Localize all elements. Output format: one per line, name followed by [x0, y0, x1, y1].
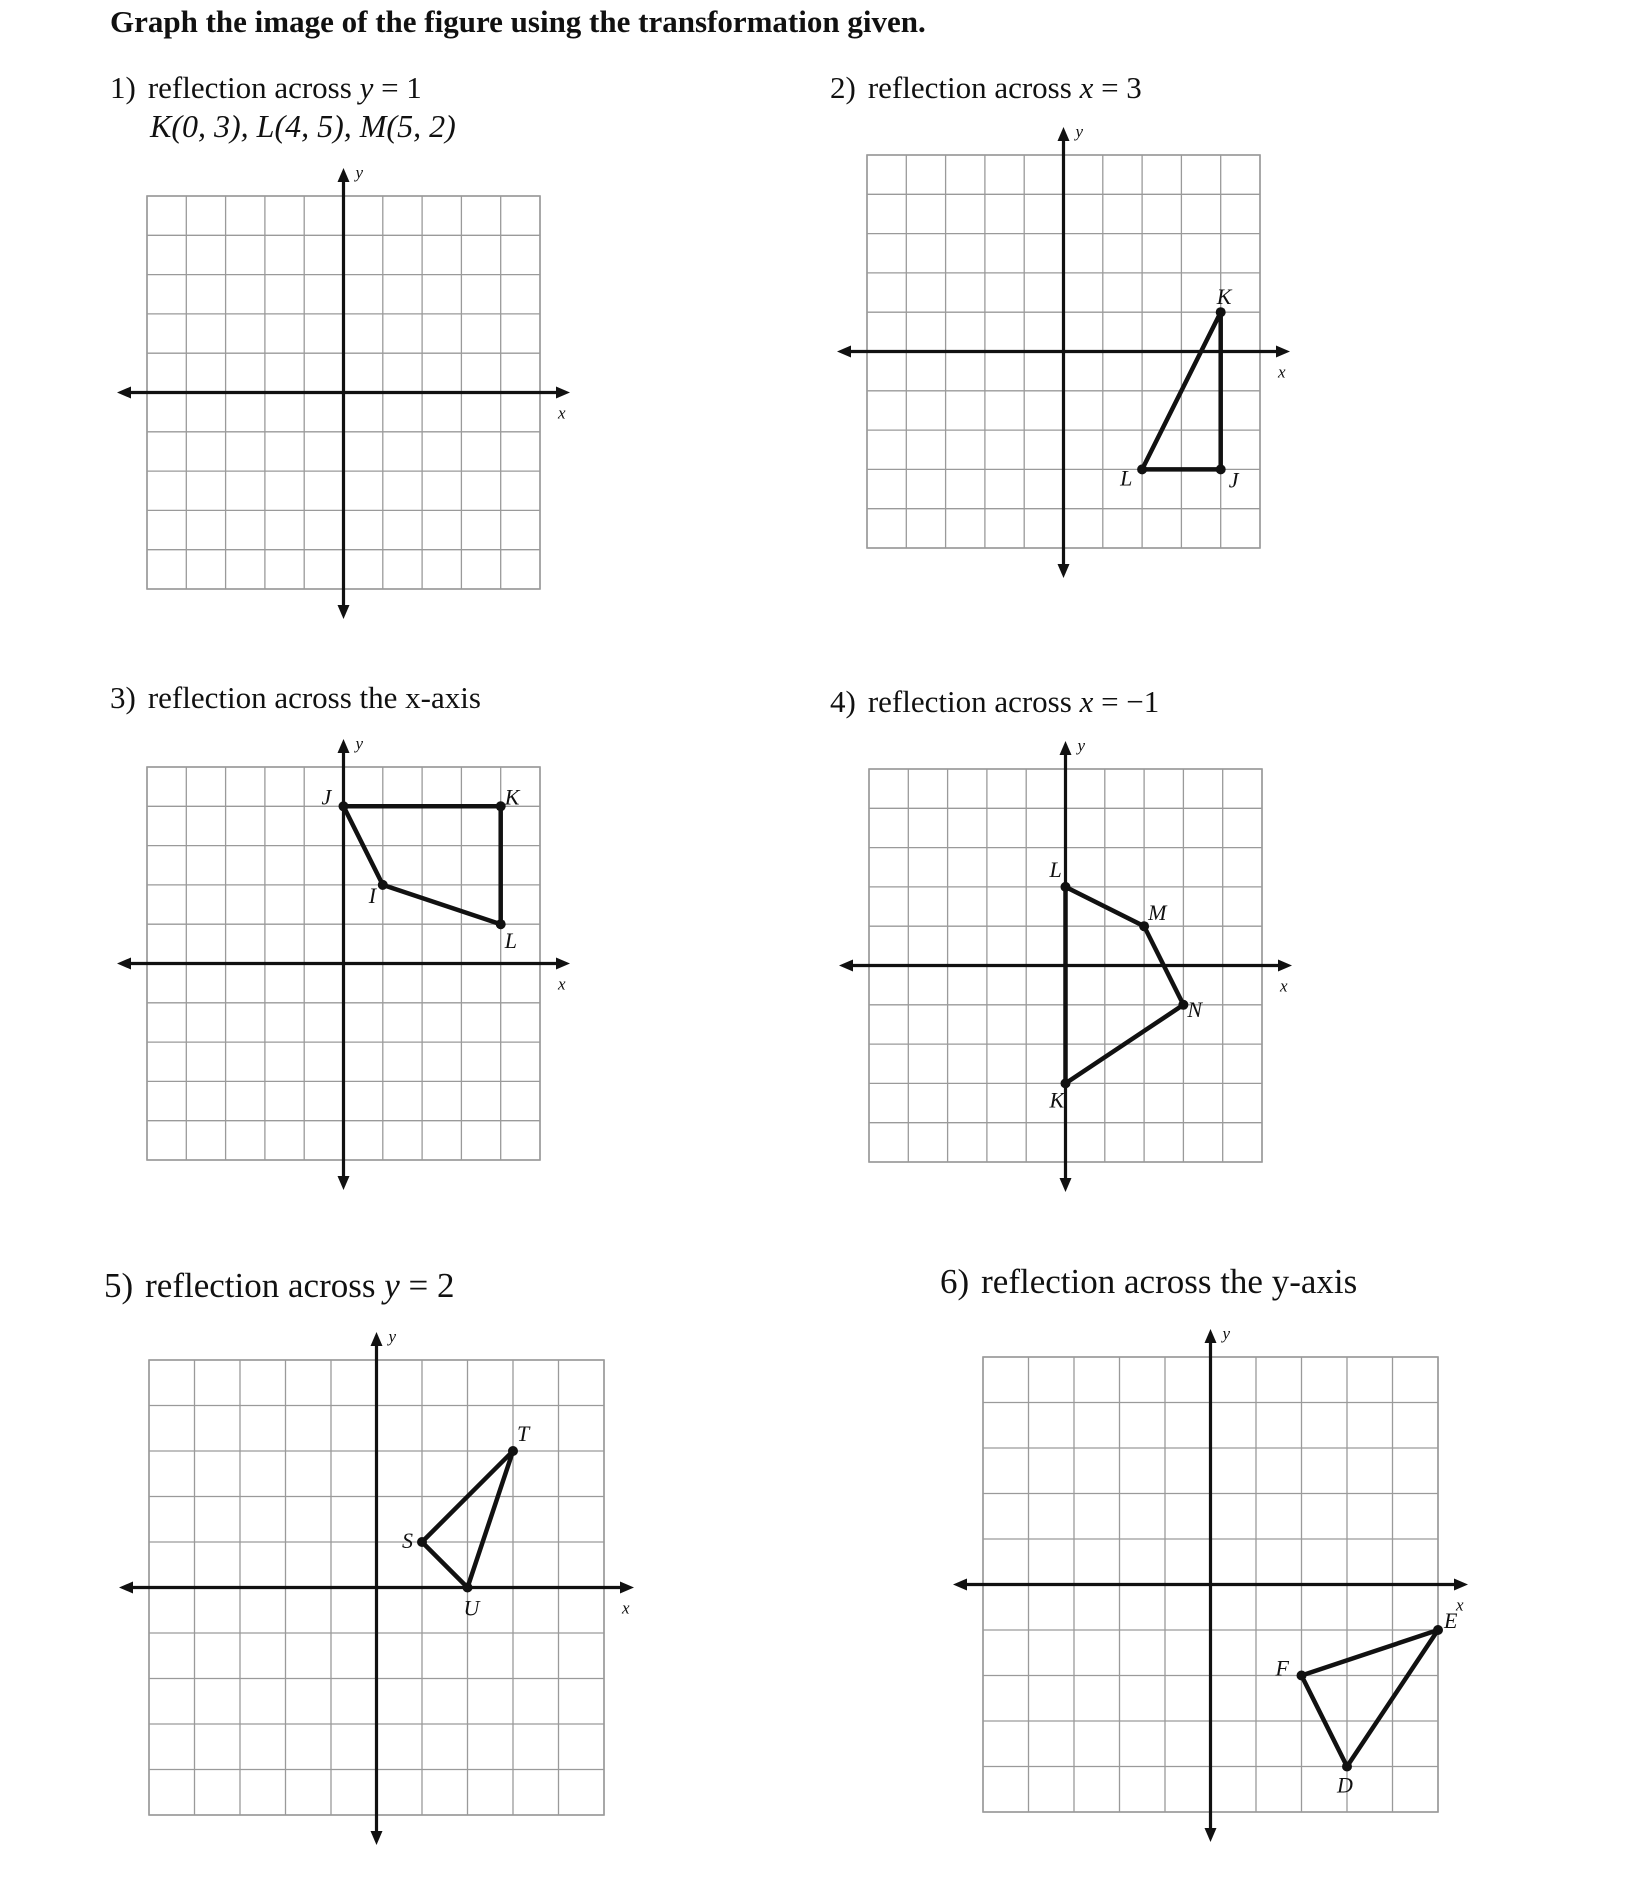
vertex-J	[1216, 464, 1226, 474]
y-axis-arrow-down	[1058, 564, 1070, 578]
vertex-label-J: J	[321, 784, 332, 810]
prompt-text: reflection across	[867, 70, 1080, 105]
x-axis-arrow-right	[1454, 1579, 1468, 1591]
coordinate-grid-5	[109, 1320, 644, 1855]
y-axis-arrow-down	[1060, 1178, 1072, 1192]
x-axis-label: x	[622, 1598, 630, 1618]
y-axis-arrow-down	[371, 1831, 383, 1845]
y-axis-arrow-up	[338, 168, 350, 182]
vertex-E	[1433, 1625, 1443, 1635]
problem-number: 2)	[830, 70, 856, 105]
x-axis-label: x	[558, 974, 566, 994]
vertex-label-D: D	[1337, 1772, 1353, 1798]
prompt-value: = 2	[399, 1266, 455, 1305]
x-axis-arrow-left	[117, 958, 131, 970]
page-title: Graph the image of the figure using the transformation given.	[110, 4, 926, 39]
vertex-label-K: K	[504, 784, 520, 810]
vertex-label-J: J	[1228, 467, 1239, 493]
coordinate-grid-2	[827, 115, 1300, 588]
prompt-variable: y	[384, 1266, 400, 1305]
prompt-value: = 3	[1093, 70, 1142, 105]
prompt-text: reflection across the y-axis	[981, 1262, 1358, 1301]
x-axis-arrow-right	[556, 387, 570, 399]
x-axis-arrow-right	[1276, 346, 1290, 358]
coordinate-grid-4	[829, 729, 1302, 1202]
y-axis-label: y	[1077, 736, 1086, 755]
problem-4-prompt	[830, 684, 1159, 720]
y-axis-arrow-up	[1058, 127, 1070, 141]
x-axis-arrow-left	[953, 1579, 967, 1591]
problem-number: 5)	[104, 1266, 134, 1305]
y-axis-arrow-up	[1060, 741, 1072, 755]
problem-number: 6)	[940, 1262, 970, 1301]
y-axis-label: y	[388, 1327, 397, 1346]
x-axis-label: x	[1280, 976, 1288, 996]
y-axis-arrow-down	[338, 1176, 350, 1190]
y-axis-arrow-up	[338, 739, 350, 753]
prompt-value: = 1	[373, 70, 422, 105]
prompt-text: reflection across	[147, 70, 360, 105]
x-axis-arrow-left	[839, 960, 853, 972]
vertex-label-K: K	[1049, 1087, 1065, 1113]
vertex-T	[508, 1446, 518, 1456]
x-axis-label: x	[1456, 1595, 1464, 1615]
y-axis-arrow-down	[338, 605, 350, 619]
problem-number: 1)	[110, 70, 136, 105]
vertex-label-E: E	[1444, 1608, 1458, 1633]
y-axis-label: y	[355, 163, 364, 182]
vertex-label-N: N	[1187, 996, 1203, 1022]
vertex-label-K: K	[1216, 284, 1232, 310]
prompt-text: reflection across	[867, 684, 1080, 719]
prompt-variable: x	[1079, 684, 1094, 719]
vertex-label-F: F	[1275, 1655, 1289, 1681]
problem-3-prompt	[110, 680, 481, 716]
x-axis-arrow-right	[620, 1582, 634, 1594]
x-axis-arrow-left	[837, 346, 851, 358]
x-axis-arrow-right	[1278, 960, 1292, 972]
problem-5-prompt	[104, 1266, 455, 1306]
x-axis-arrow-left	[119, 1582, 133, 1594]
problem-6-prompt	[940, 1262, 1357, 1302]
vertex-F	[1297, 1671, 1307, 1681]
y-axis-arrow-up	[1205, 1329, 1217, 1343]
vertex-label-L: L	[1049, 856, 1062, 882]
prompt-variable: y	[359, 70, 374, 105]
problem-2-prompt	[830, 70, 1142, 106]
vertex-U	[463, 1583, 473, 1593]
vertex-J	[339, 801, 349, 811]
vertex-S	[417, 1537, 427, 1547]
vertex-L	[1137, 464, 1147, 474]
problem-1-prompt	[110, 70, 422, 106]
vertex-label-T: T	[517, 1421, 530, 1446]
figure-polygon	[1302, 1630, 1439, 1767]
vertex-D	[1342, 1762, 1352, 1772]
coordinate-grid-1	[107, 156, 580, 629]
y-axis-arrow-up	[371, 1332, 383, 1346]
prompt-variable: x	[1079, 70, 1094, 105]
problem-number: 4)	[830, 684, 856, 719]
vertex-label-L: L	[1120, 465, 1133, 491]
vertex-label-I: I	[368, 882, 377, 908]
x-axis-label: x	[1278, 362, 1286, 382]
prompt-text: reflection across the x-axis	[147, 680, 481, 715]
x-axis-arrow-right	[556, 958, 570, 970]
x-axis-label: x	[558, 403, 566, 423]
vertex-label-U: U	[463, 1595, 480, 1621]
problem-number: 3)	[110, 680, 136, 715]
y-axis-label: y	[355, 734, 364, 753]
problem-1-coordinates: K(0, 3), L(4, 5), M(5, 2)	[150, 108, 456, 144]
prompt-value: = −1	[1093, 684, 1160, 719]
vertex-L	[1061, 882, 1071, 892]
vertex-I	[378, 880, 388, 890]
x-axis-arrow-left	[117, 387, 131, 399]
vertex-label-S: S	[402, 1528, 413, 1553]
vertex-label-L: L	[504, 928, 517, 954]
y-axis-label: y	[1222, 1324, 1231, 1343]
y-axis-arrow-down	[1205, 1828, 1217, 1842]
coordinate-grid-3	[107, 727, 580, 1200]
vertex-label-M: M	[1148, 900, 1167, 926]
y-axis-label: y	[1075, 122, 1084, 141]
coordinate-grid-6	[943, 1317, 1478, 1852]
prompt-text: reflection across	[145, 1266, 385, 1305]
